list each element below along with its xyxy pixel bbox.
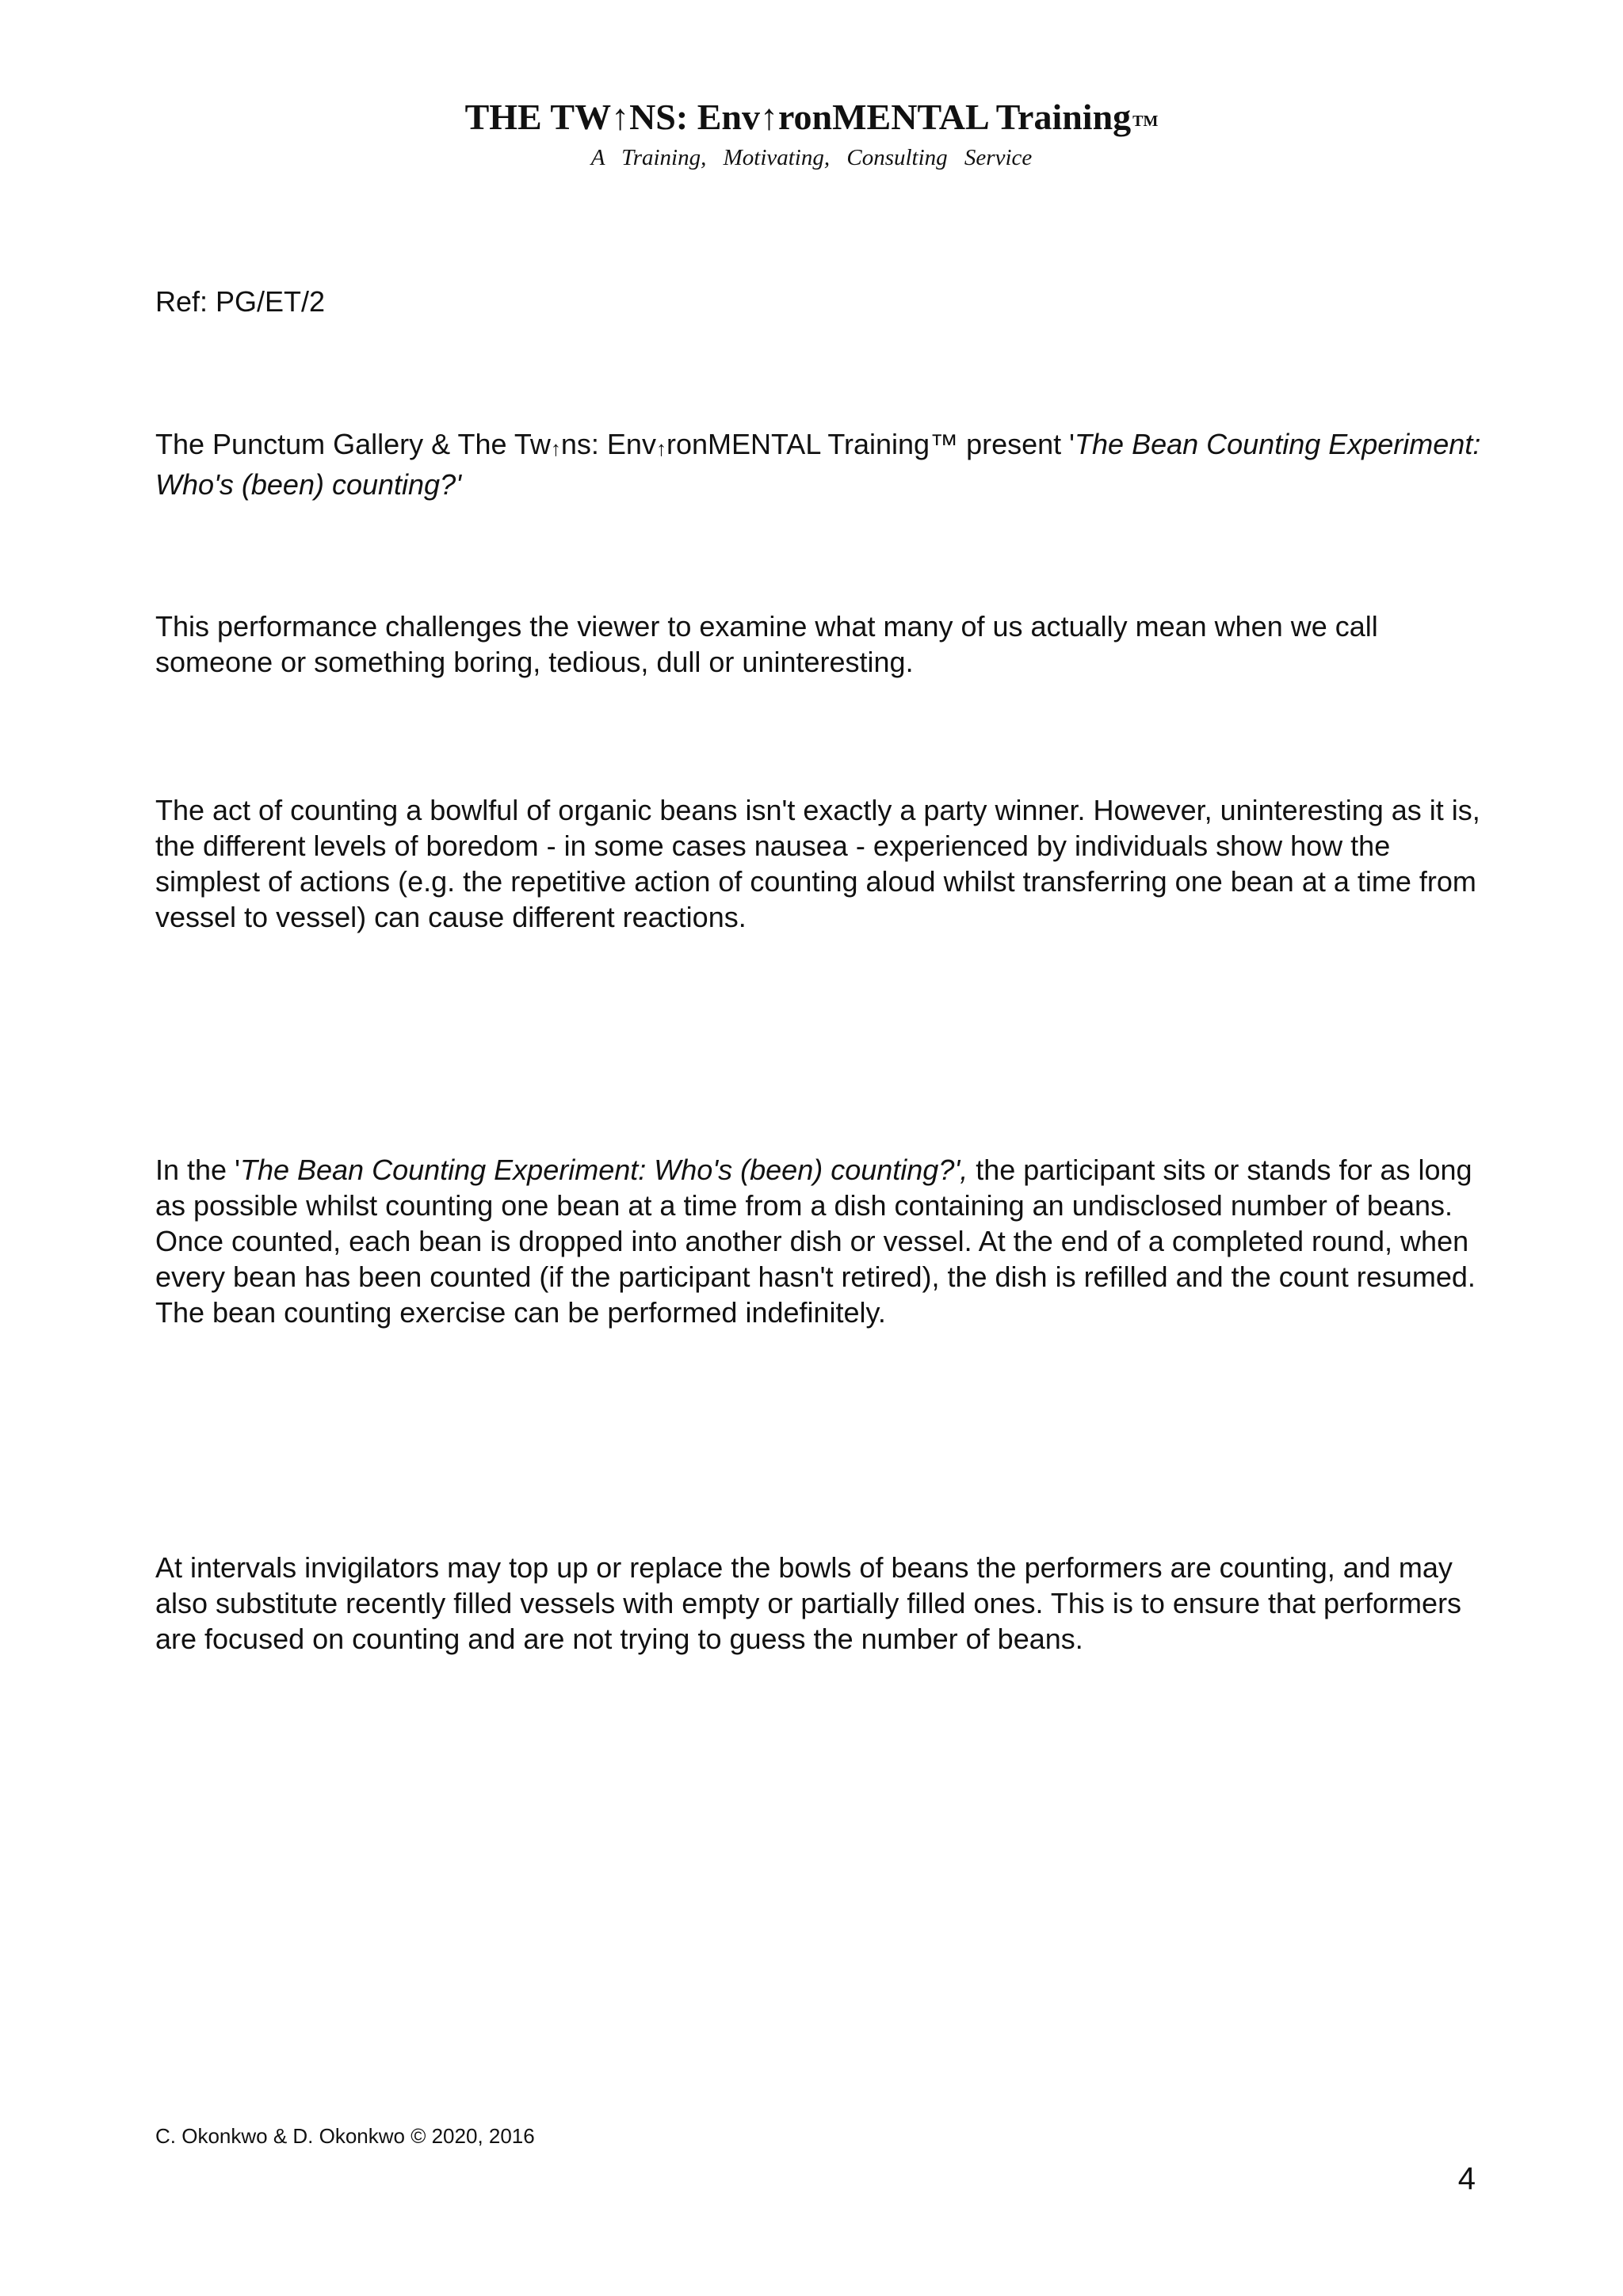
performance-title: The Bean Counting Experiment: Who's (been) counting?'	[155, 428, 1481, 501]
document-subtitle: A Training, Motivating, Consulting Service	[590, 145, 1033, 170]
intro-tail: ronMENTAL Training™ present '	[666, 428, 1075, 460]
intro-mid: ns: Env	[560, 428, 656, 460]
procedure-rest: the participant sits or stands for as long as possible whilst counting one bean at a time from a dish containing an undisclosed number of beans. Once counted, each bean is dropped into another dish or vessel. At the end of a completed round, when every bean has been counted (if the participant hasn't retired), the dish is refilled and the count resumed. The bean counting exercise can be performed indefinitely.	[155, 1154, 1476, 1329]
body-paragraph-procedure	[155, 1152, 1503, 1330]
procedure-lead: In the '	[155, 1154, 240, 1186]
arrow-glyph: ↑	[655, 437, 666, 460]
reference-line: Ref: PG/ET/2	[155, 285, 326, 318]
document-title	[0, 93, 1623, 145]
document-header	[0, 93, 1623, 172]
arrow-glyph: ↑	[550, 437, 561, 460]
body-paragraph-challenge: This performance challenges the viewer to examine what many of us actually mean when we call someone or something boring, tedious, dull or uninteresting.	[155, 610, 1378, 678]
title-text: THE TW↑NS: Env↑ronMENTAL Training	[464, 97, 1132, 137]
performance-title: The Bean Counting Experiment: Who's (been) counting?',	[239, 1154, 968, 1186]
intro-lead: The Punctum Gallery & The Tw	[155, 428, 551, 460]
body-paragraph-invigilators: At intervals invigilators may top up or replace the bowls of beans the performers are counting, and may also substitute recently filled vessels with empty or partially filled ones. This is to ensure that performers are focused on counting and are not trying to guess the number of beans.	[155, 1551, 1462, 1655]
intro-paragraph	[155, 426, 1503, 502]
trademark-mark: TM	[1132, 113, 1159, 130]
page-number: 4	[1457, 2161, 1476, 2196]
copyright-footer: C. Okonkwo & D. Okonkwo © 2020, 2016	[155, 2124, 535, 2148]
body-paragraph-boredom: The act of counting a bowlful of organic beans isn't exactly a party winner. However, uninteresting as it is, the different levels of boredom - in some cases nausea - experienced by individuals show how the simplest of actions (e.g. the repetitive action of counting aloud whilst transferring one bean at a time from vessel to vessel) can cause different reactions.	[155, 794, 1480, 933]
